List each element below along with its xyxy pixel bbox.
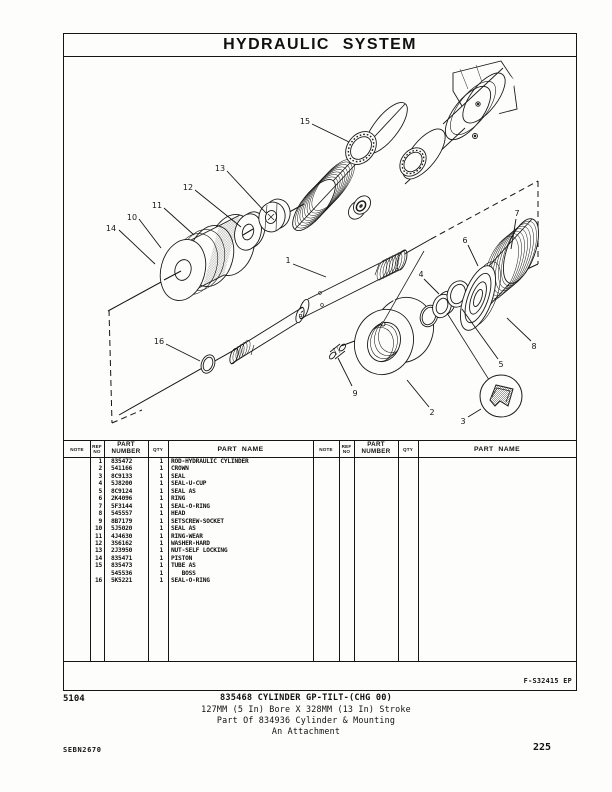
column-divider — [104, 441, 105, 661]
cell-part: 2J3950 — [111, 547, 133, 555]
cell-qty: 1 — [159, 487, 163, 495]
page-border — [63, 33, 577, 691]
column-divider — [418, 441, 419, 661]
parts-table — [64, 440, 576, 695]
callout-10: 10 — [126, 213, 138, 222]
cell-part: 545557 — [111, 510, 133, 518]
seal-detail-circle — [447, 313, 522, 417]
caption-line-4: An Attachment — [271, 726, 341, 736]
cell-part: 5J8200 — [111, 480, 133, 488]
header-part-left: PART NUMBER — [111, 441, 141, 455]
cell-name: SEAL-O-RING — [171, 577, 210, 585]
cell-part: 5K5221 — [111, 577, 133, 585]
cell-name: RING — [171, 495, 186, 503]
cell-ref: 10 — [94, 525, 102, 533]
cell-qty: 1 — [159, 510, 163, 518]
column-divider — [398, 441, 399, 661]
header-note-left: NOTE — [70, 446, 84, 452]
callout-14: 14 — [105, 224, 117, 233]
table-row — [64, 495, 324, 502]
header-name-left: PART NAME — [217, 445, 264, 453]
caption-line-2: 127MM (5 In) Bore X 328MM (13 In) Stroke — [201, 704, 411, 714]
table-row — [64, 503, 324, 510]
cell-ref: 13 — [94, 547, 102, 555]
cell-part: 4J4630 — [111, 532, 133, 540]
page-caption — [0, 693, 612, 737]
cell-ref: 2 — [98, 465, 102, 473]
cell-qty: 1 — [159, 539, 163, 547]
cell-name: ROD-HYDRAULIC CYLINDER — [171, 458, 249, 465]
table-row — [64, 577, 324, 584]
header-ref-right: REF NO — [341, 444, 352, 454]
parts-table-header — [64, 441, 576, 458]
cell-qty: 1 — [159, 562, 163, 570]
cell-part: 5F3144 — [111, 502, 133, 510]
cell-name: WASHER-HARD — [171, 539, 210, 547]
cell-name: SEAL-U-CUP — [171, 480, 207, 488]
cell-part: 8C9124 — [111, 487, 133, 495]
parts-table-body-left — [64, 458, 576, 662]
table-row — [64, 465, 324, 472]
callout-6: 6 — [462, 236, 468, 245]
callout-15: 15 — [299, 117, 311, 126]
column-divider — [313, 441, 314, 661]
cell-qty: 1 — [159, 502, 163, 510]
cell-part: 3S6162 — [111, 539, 133, 547]
column-divider — [339, 441, 340, 661]
cell-ref: 16 — [94, 577, 102, 585]
cell-part: 541166 — [111, 465, 133, 473]
page-title: HYDRAULIC SYSTEM — [223, 36, 417, 53]
cell-part: 545536 — [111, 569, 133, 577]
cell-part: 5J5020 — [111, 525, 133, 533]
header-ref-left: REF NO — [92, 444, 102, 454]
cell-name: SEAL AS — [171, 525, 196, 533]
callout-4: 4 — [418, 270, 424, 279]
cell-part: 835473 — [111, 562, 133, 570]
callout-11: 11 — [151, 201, 163, 210]
callout-2: 2 — [429, 408, 435, 417]
form-code: F-S32415 EP — [523, 677, 572, 685]
table-row — [64, 570, 324, 577]
column-divider — [354, 441, 355, 661]
table-row — [64, 533, 324, 540]
callout-16: 16 — [153, 337, 165, 346]
cell-qty: 1 — [159, 569, 163, 577]
cell-part: 8B7179 — [111, 517, 133, 525]
cell-part: 2K4096 — [111, 495, 133, 503]
cell-name: PISTON — [171, 554, 193, 562]
setscrew-drawing — [328, 343, 347, 360]
cell-name: SETSCREW-SOCKET — [171, 517, 224, 525]
table-row — [64, 510, 324, 517]
cell-name: SEAL-O-RING — [171, 502, 210, 510]
table-row — [64, 518, 324, 525]
cell-ref: 1 — [98, 458, 102, 465]
cell-name: TUBE AS — [171, 562, 196, 570]
table-row — [64, 562, 324, 569]
column-divider — [148, 441, 149, 661]
cell-part: 835472 — [111, 458, 133, 465]
cell-part: 8C9133 — [111, 472, 133, 480]
callout-5: 5 — [498, 360, 504, 369]
table-row — [64, 488, 324, 495]
cell-part: 835471 — [111, 554, 133, 562]
oring-drawing — [199, 353, 218, 375]
caption-line-3: Part Of 834936 Cylinder & Mounting — [216, 715, 396, 725]
cell-ref: 15 — [94, 562, 102, 570]
cell-name: RING-WEAR — [171, 532, 203, 540]
table-row — [64, 547, 324, 554]
callout-12: 12 — [182, 183, 194, 192]
clevis-drawing — [394, 61, 517, 186]
cell-ref: 11 — [94, 532, 102, 540]
cell-qty: 1 — [159, 577, 163, 585]
callout-3: 3 — [460, 417, 466, 426]
callout-13: 13 — [214, 164, 226, 173]
table-row — [64, 473, 324, 480]
column-divider — [90, 441, 91, 661]
cell-ref: 9 — [98, 517, 102, 525]
exploded-diagram — [64, 58, 576, 440]
cell-qty: 1 — [159, 472, 163, 480]
section-code: 5104 — [63, 694, 85, 704]
cell-ref: 8 — [98, 510, 102, 518]
cell-qty: 1 — [159, 495, 163, 503]
cell-name: NUT-SELF LOCKING — [171, 547, 228, 555]
column-divider — [168, 441, 169, 661]
cell-ref: 5 — [98, 487, 102, 495]
cell-name: CROWN — [171, 465, 189, 473]
cell-ref: 14 — [94, 554, 102, 562]
publication-number: SEBN2670 — [63, 746, 102, 754]
cell-qty: 1 — [159, 458, 163, 465]
header-qty-left: QTY — [152, 446, 164, 452]
caption-title: 835468 CYLINDER GP-TILT-(CHG 00) — [220, 693, 392, 703]
cell-name: SEAL AS — [171, 487, 196, 495]
cell-ref: 7 — [98, 502, 102, 510]
table-row — [64, 458, 324, 465]
header-name-right: PART NAME — [474, 445, 520, 453]
table-row — [64, 525, 324, 532]
table-row — [64, 480, 324, 487]
cell-qty: 1 — [159, 547, 163, 555]
cell-ref: 6 — [98, 495, 102, 503]
cell-qty: 1 — [159, 554, 163, 562]
table-row — [64, 540, 324, 547]
cell-qty: 1 — [159, 532, 163, 540]
cell-qty: 1 — [159, 480, 163, 488]
title-bar — [64, 34, 576, 57]
header-part-right: PART NUMBER — [361, 441, 391, 455]
cell-qty: 1 — [159, 525, 163, 533]
page-number: 225 — [532, 742, 551, 753]
cell-name: BOSS — [171, 569, 196, 577]
header-qty-right: QTY — [402, 446, 414, 452]
cell-qty: 1 — [159, 517, 163, 525]
callout-7: 7 — [514, 209, 520, 218]
cell-name: SEAL — [171, 472, 186, 480]
table-row — [64, 555, 324, 562]
header-note-right: NOTE — [319, 446, 333, 452]
callout-8: 8 — [531, 342, 537, 351]
cell-qty: 1 — [159, 465, 163, 473]
cell-ref: 4 — [98, 480, 102, 488]
callout-9: 9 — [352, 389, 358, 398]
cell-ref: 12 — [94, 539, 102, 547]
cell-ref: 3 — [98, 472, 102, 480]
cell-name: HEAD — [171, 510, 186, 518]
callout-1: 1 — [285, 256, 291, 265]
